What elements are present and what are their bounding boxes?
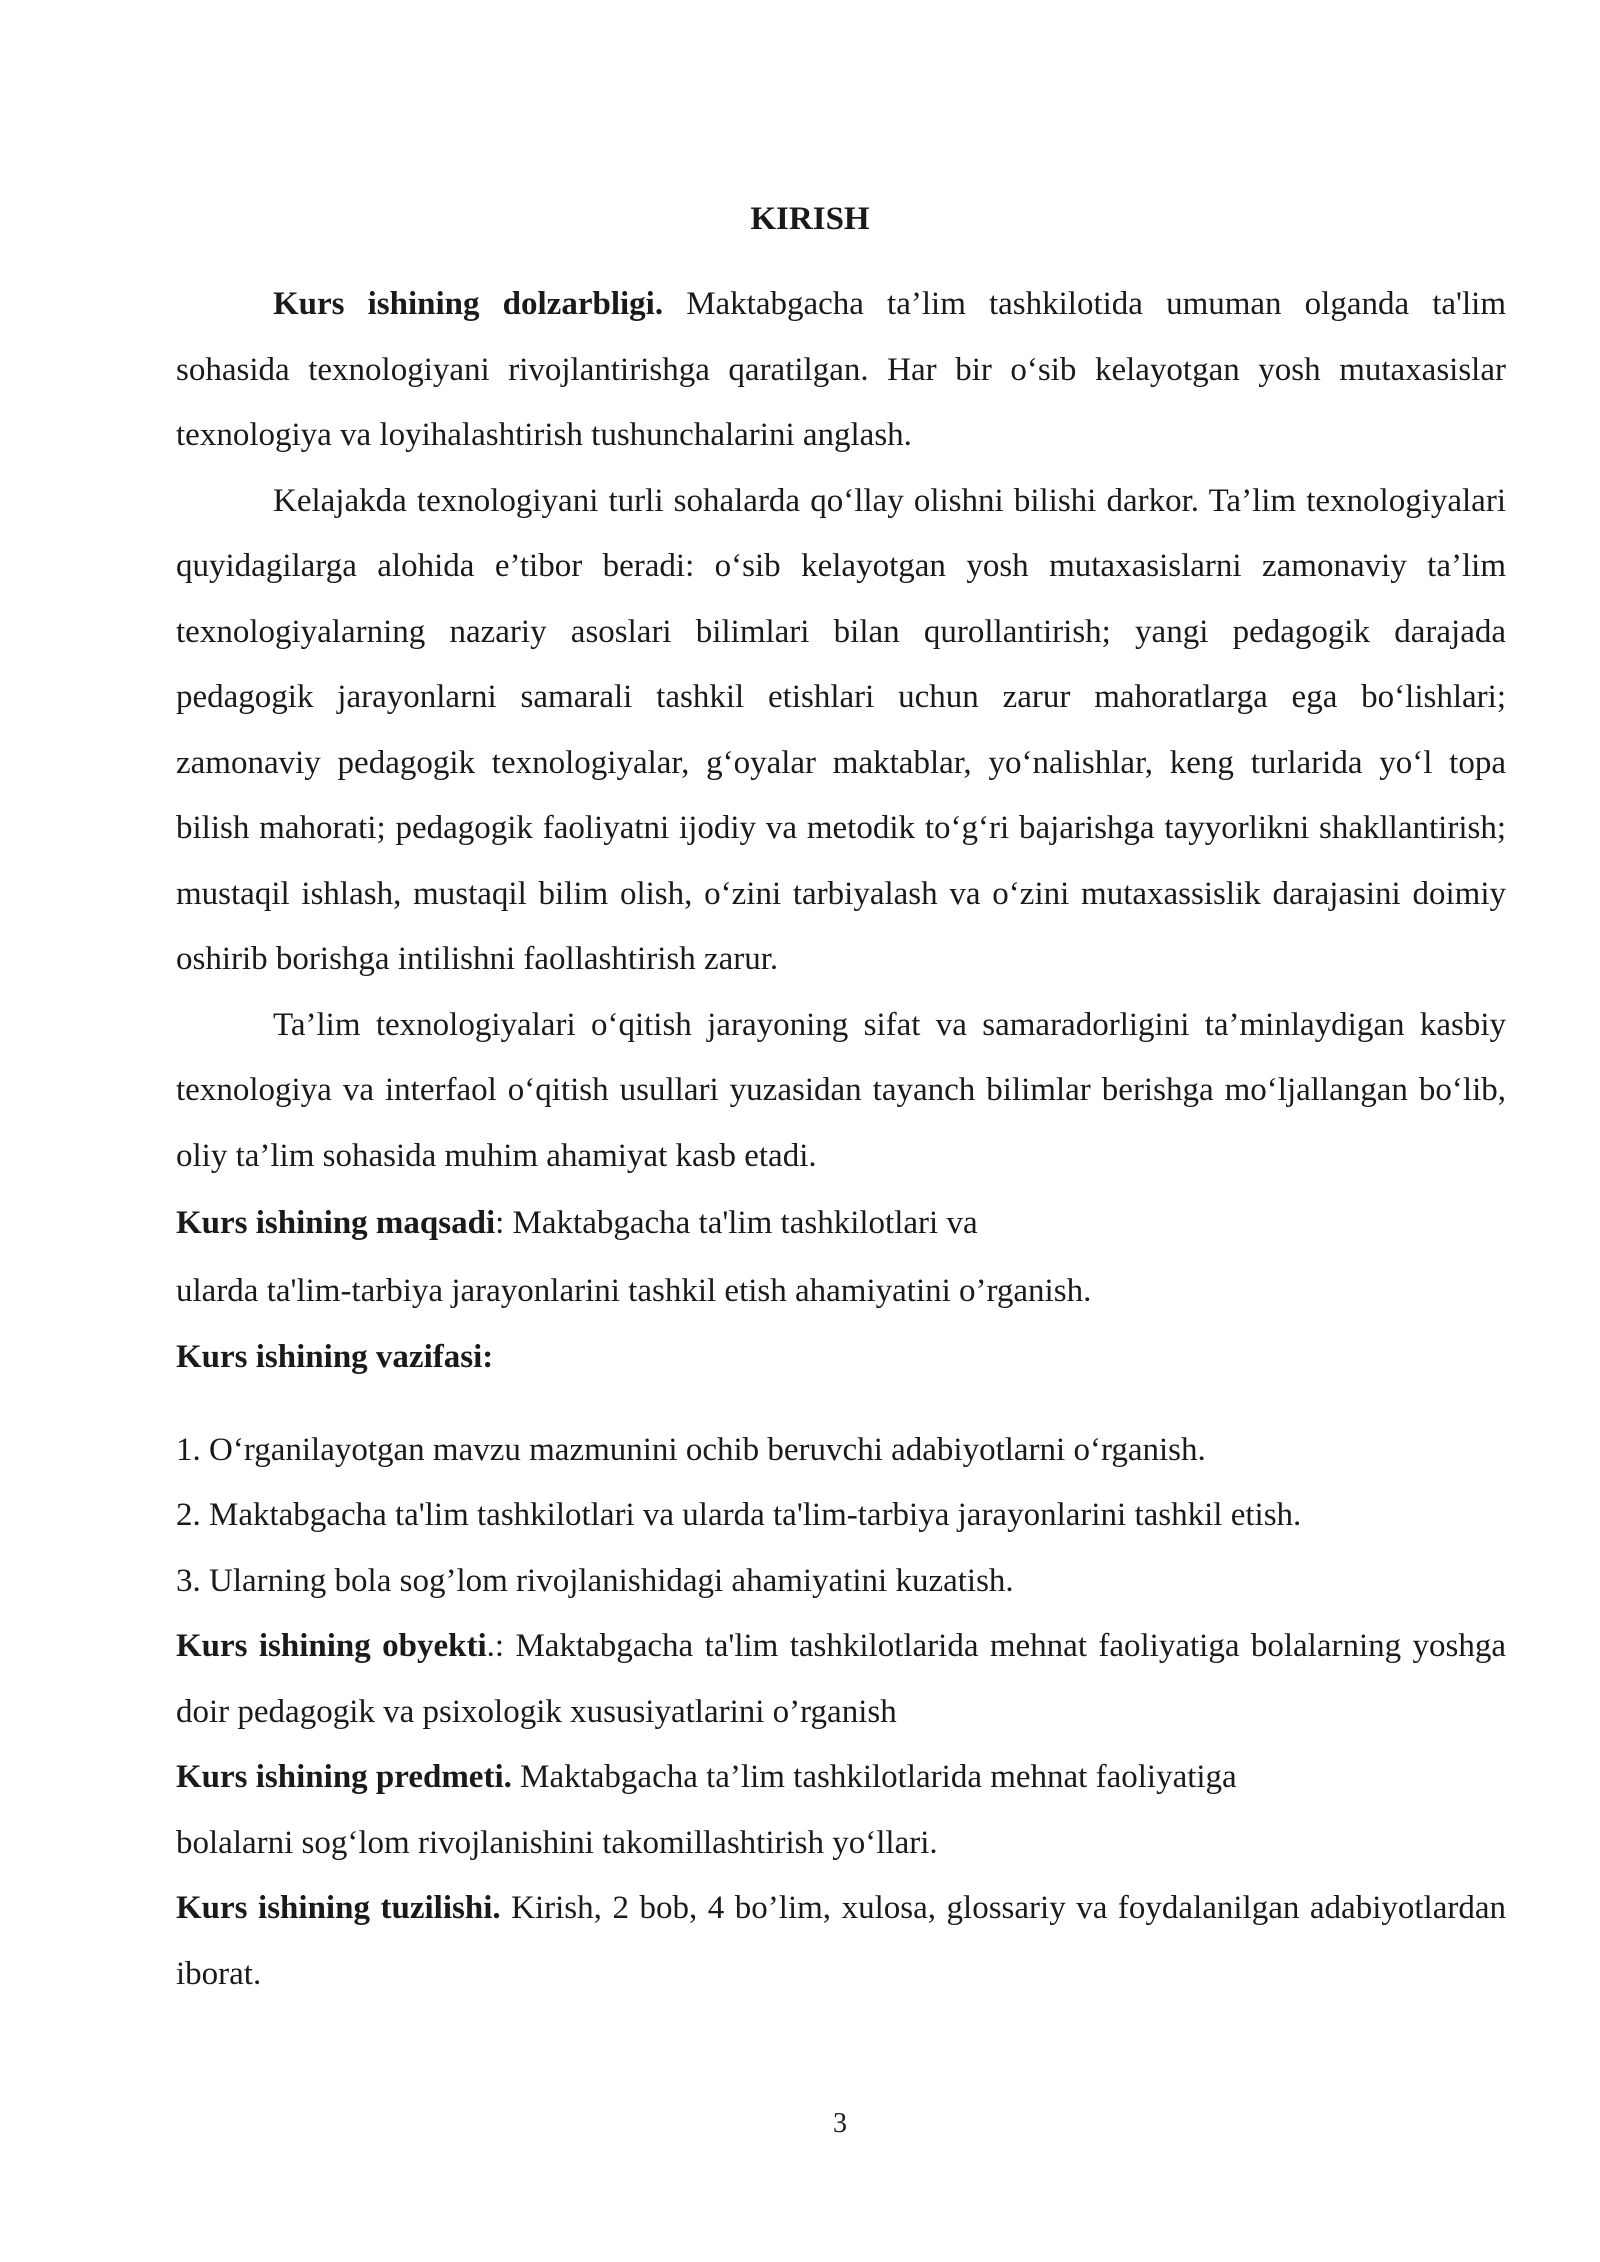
- goal-paragraph: [176, 1189, 1506, 1325]
- object-label: Kurs ishining obyekti: [176, 1628, 487, 1664]
- tasks-list: [176, 1418, 1506, 1615]
- object-paragraph: [176, 1614, 1506, 1745]
- goal-text-line2: ularda ta'lim-tarbiya jarayonlarini tashkil etish ahamiyatini o’rganish.: [176, 1273, 1092, 1309]
- task-item-1: 1. O‘rganilayotgan mavzu mazmunini ochib beruvchi adabiyotlarni o‘rganish.: [176, 1431, 1206, 1468]
- object-text: .: Maktabgacha ta'lim tashkilotlarida mehnat faoliyatiga bolalarning yoshga doir pedagogik va psixologik xususiyatlarini o’rganish: [176, 1628, 1506, 1730]
- document-page: [176, 190, 1506, 2007]
- goal-label: Kurs ishining maqsadi: [176, 1205, 496, 1241]
- subject-text-line2: bolalarni sog‘lom rivojlanishini takomillashtirish yo‘llari.: [176, 1824, 938, 1861]
- structure-paragraph: [176, 1876, 1506, 2007]
- tasks-label: Kurs ishining vazifasi:: [176, 1339, 494, 1375]
- relevance-label: Kurs ishining dolzarbligi.: [273, 286, 664, 322]
- education-technology-paragraph: Ta’lim texnologiyalari o‘qitish jarayoning sifat va samaradorligini ta’minlaydigan kasbiy texnologiya va interfaol o‘qitish usullari yuzasidan tayanch bilimlar berishga mo‘ljallangan bo‘lib, oliy ta’lim sohasida muhim ahamiyat kasb etadi.: [176, 1006, 1506, 1174]
- structure-text: Kirish, 2 bob, 4 bo’lim, xulosa, glossariy va foydalanilgan adabiyotlardan iborat.: [176, 1890, 1506, 1992]
- task-item-2: 2. Maktabgacha ta'lim tashkilotlari va ularda ta'lim-tarbiya jarayonlarini tashkil etish.: [176, 1497, 1302, 1533]
- relevance-text: Maktabgacha ta’lim tashkilotida umuman olganda ta'lim sohasida texnologiyani rivojlantirishga qaratilgan. Har bir o‘sib kelayotgan yosh mutaxasislar texnologiya va loyihalashtirish tushunchalarini anglash.: [176, 286, 1507, 453]
- goal-text-line1: : Maktabgacha ta'lim tashkilotlari va: [495, 1205, 978, 1241]
- page-number: 3: [833, 2108, 847, 2139]
- technology-paragraph: Kelajakda texnologiyani turli sohalarda qo‘llay olishni bilishi darkor. Ta’lim texnologiyalari quyidagilarga alohida e’tibor beradi: o‘sib kelayotgan yosh mutaxasislarni zamonaviy ta’lim texnologiyalarning nazariy asoslari bilimlari bilan qurollantirish; yangi pedagogik darajada pedagogik jarayonlarni samarali tashkil etishlari uchun zarur mahoratlarga ega bo‘lishlari; zamonaviy pedagogik texnologiyalar, g‘oyalar maktablar, yo‘nalishlar, keng turlarida yo‘l topa bilish mahorati; pedagogik faoliyatni ijodiy va metodik to‘g‘ri bajarishga tayyorlikni shakllantirish; mustaqil ishlash, mustaqil bilim olish, o‘zini tarbiyalash va o‘zini mutaxassislik darajasini doimiy oshirib borishga intilishni faollashtirish zarur.: [176, 482, 1506, 977]
- structure-label: Kurs ishining tuzilishi.: [176, 1890, 501, 1926]
- page-heading: KIRISH: [750, 201, 870, 237]
- subject-paragraph: [176, 1745, 1506, 1876]
- relevance-paragraph: [176, 272, 1506, 469]
- subject-text-line1: Maktabgacha ta’lim tashkilotlarida mehnat faoliyatiga: [511, 1759, 1237, 1795]
- subject-label: Kurs ishining predmeti.: [176, 1759, 512, 1795]
- task-item-3: 3. Ularning bola sog’lom rivojlanishidagi ahamiyatini kuzatish.: [176, 1562, 1014, 1599]
